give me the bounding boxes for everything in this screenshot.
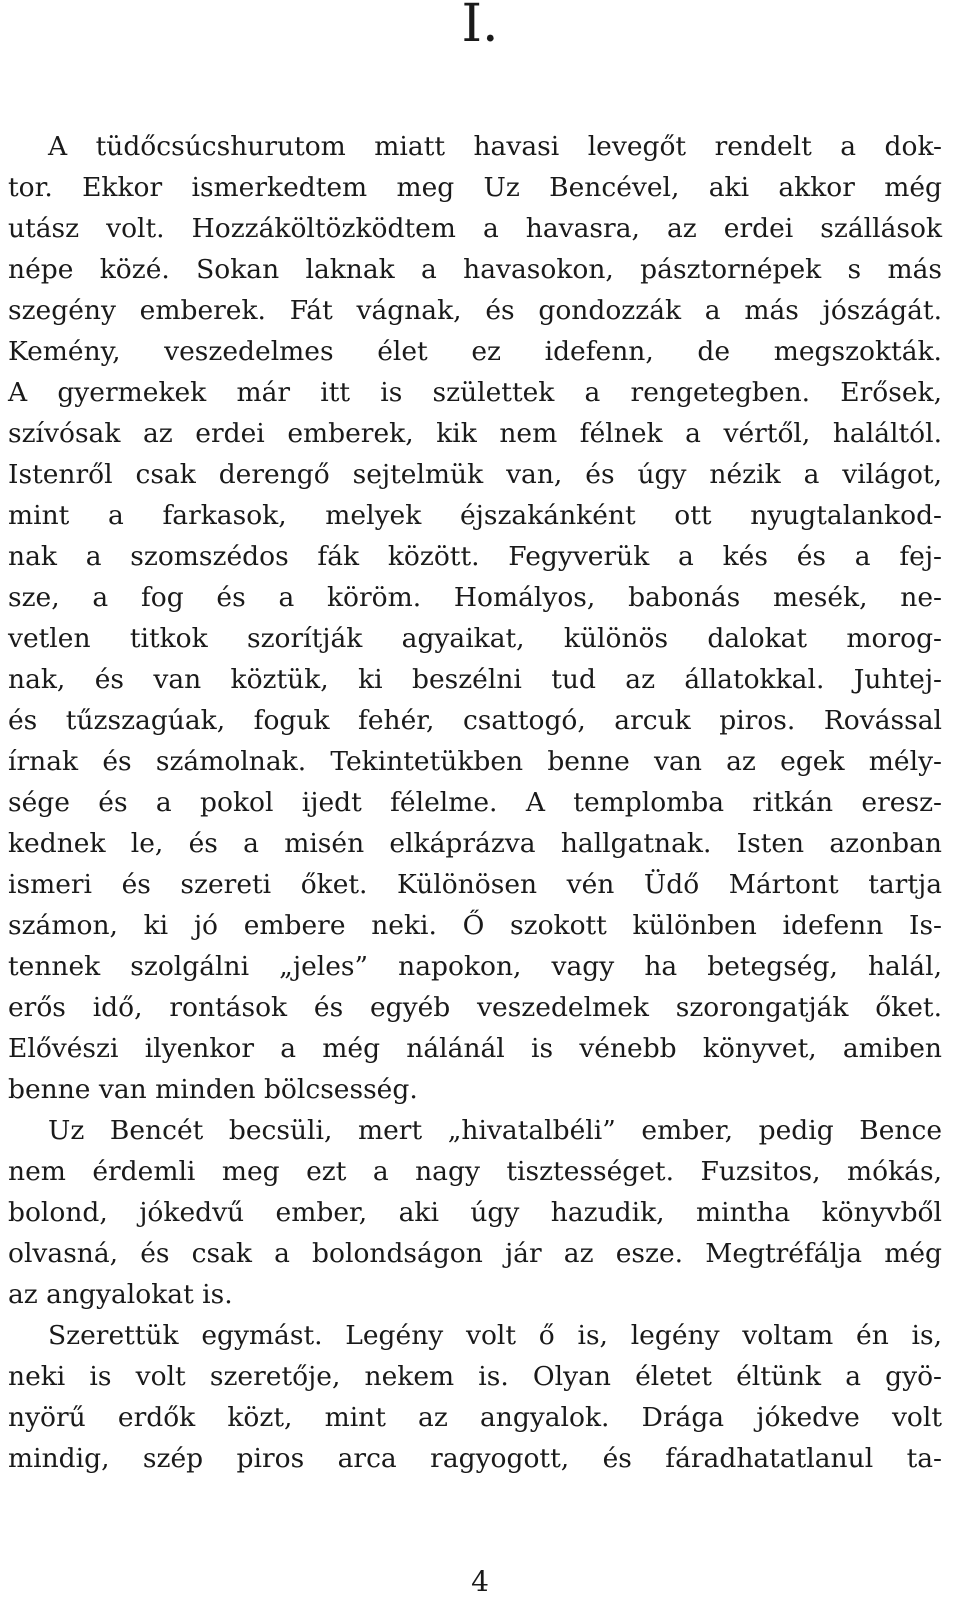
paragraph-1-line: népe közé. Sokan laknak a havasokon, pásztornépek s más [8,254,942,285]
paragraph-1-last-line: benne van minden bölcsesség. [8,1074,418,1105]
paragraph-2-line: bolond, jókedvű ember, aki úgy hazudik, mintha könyvből [8,1197,942,1228]
page-number: 4 [471,1565,489,1598]
paragraph-1-line: nak, és van köztük, ki beszélni tud az állatokkal. Juhtej- [8,664,942,695]
paragraph-1-line: Istenről csak derengő sejtelmük van, és úgy nézik a világot, [8,459,942,490]
paragraph-1-line: sége és a pokol ijedt félelme. A templomba ritkán eresz- [8,787,942,818]
paragraph-1-line: és tűzszagúak, foguk fehér, csattogó, arcuk piros. Rovással [8,705,942,736]
paragraph-3-line-1: Szerettük egymást. Legény volt ő is, legény voltam én is, [48,1320,942,1351]
paragraph-2-line: nem érdemli meg ezt a nagy tisztességet. Fuzsitos, mókás, [8,1156,942,1187]
paragraph-1-line: szívósak az erdei emberek, kik nem félnek a vértől, haláltól. [8,418,942,449]
paragraph-1-line: mint a farkasok, melyek éjszakánként ott nyugtalankod- [8,500,942,531]
paragraph-1-line: utász volt. Hozzáköltözködtem a havasra, az erdei szállások [8,213,942,244]
paragraph-1-line: vetlen titkok szorítják agyaikat, különös dalokat morog- [8,623,942,654]
paragraph-3-line: neki is volt szeretője, nekem is. Olyan életet éltünk a gyö- [8,1361,942,1392]
paragraph-1-line: Kemény, veszedelmes élet ez idefenn, de megszokták. [8,336,942,367]
paragraph-1-line: tennek szolgálni „jeles” napokon, vagy ha betegség, halál, [8,951,942,982]
paragraph-1-line: nak a szomszédos fák között. Fegyverük a kés és a fej- [8,541,942,572]
paragraph-1-line: írnak és számolnak. Tekintetükben benne van az egek mély- [8,746,942,777]
paragraph-1-line: A gyermekek már itt is születtek a rengetegben. Erősek, [8,377,942,408]
paragraph-2-line-1: Uz Bencét becsüli, mert „hivatalbéli” ember, pedig Bence [48,1115,942,1146]
paragraph-3-line: nyörű erdők közt, mint az angyalok. Drága jókedve volt [8,1402,942,1433]
paragraph-1-line: erős idő, rontások és egyéb veszedelmek szorongatják őket. [8,992,942,1023]
paragraph-1-line: szegény emberek. Fát vágnak, és gondozzák a más jószágát. [8,295,942,326]
page-body [8,126,942,1479]
paragraph-3-line: mindig, szép piros arca ragyogott, és fáradhatatlanul ta- [8,1443,942,1474]
paragraph-2-line: olvasná, és csak a bolondságon jár az esze. Megtréfálja még [8,1238,942,1269]
paragraph-1-line: kednek le, és a misén elkáprázva hallgatnak. Isten azonban [8,828,942,859]
paragraph-1-line: sze, a fog és a köröm. Homályos, babonás mesék, ne- [8,582,942,613]
paragraph-1-line-1: A tüdőcsúcshurutom miatt havasi levegőt rendelt a dok- [48,131,942,162]
paragraph-1-line: tor. Ekkor ismerkedtem meg Uz Bencével, aki akkor még [8,172,942,203]
chapter-title: I. [461,0,499,54]
paragraph-1-line: ismeri és szereti őket. Különösen vén Üdő Mártont tartja [8,869,942,900]
paragraph-2-last-line: az angyalokat is. [8,1279,233,1310]
paragraph-1-line: Elővészi ilyenkor a még nálánál is vénebb könyvet, amiben [8,1033,942,1064]
paragraph-1-line: számon, ki jó embere neki. Ő szokott különben idefenn Is- [8,910,942,941]
